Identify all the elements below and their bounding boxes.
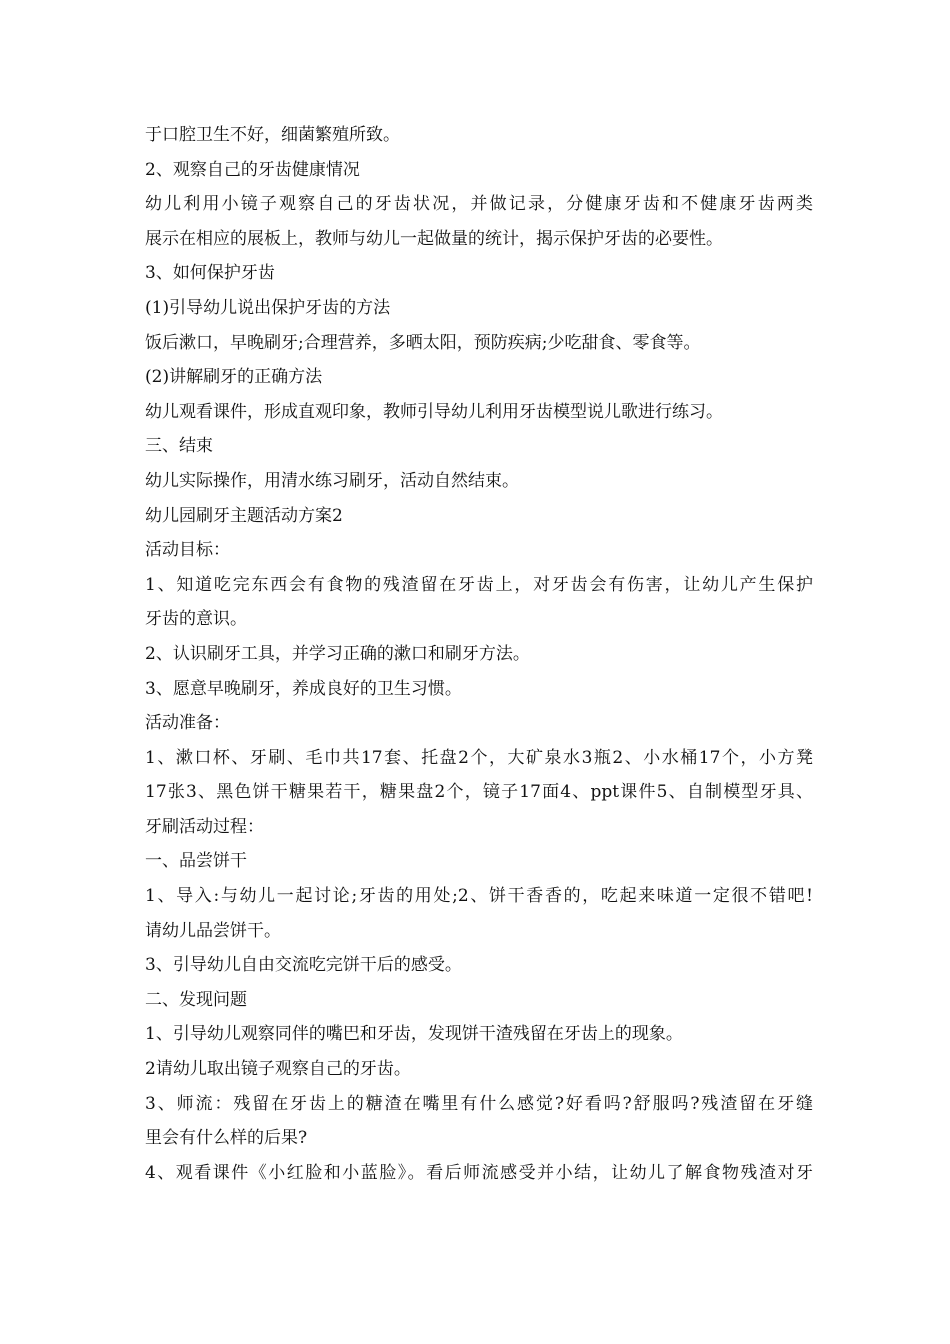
text-line: 3、愿意早晚刷牙，养成良好的卫生习惯。	[145, 678, 462, 699]
text-line: 17张3、黑色饼干糖果若干，糖果盘2个，镜子17面4、ppt课件5、自制模型牙具、	[145, 782, 813, 803]
section-heading: 活动准备：	[145, 713, 230, 734]
section-heading: 三、结束	[145, 436, 213, 457]
text-line: 2、认识刷牙工具，并学习正确的漱口和刷牙方法。	[145, 643, 530, 664]
text-line: 4、观看课件《小红脸和小蓝脸》。看后师流感受并小结，让幼儿了解食物残渣对牙	[145, 1162, 813, 1183]
text-line: 1、导入:与幼儿一起讨论;牙齿的用处;2、饼干香香的，吃起来味道一定很不错吧!	[145, 886, 813, 907]
document-title: 幼儿园刷牙主题活动方案2	[145, 505, 343, 526]
text-line: 1、漱口杯、牙刷、毛巾共17套、托盘2个，大矿泉水3瓶2、小水桶17个，小方凳	[145, 747, 813, 768]
section-heading: 一、品尝饼干	[145, 851, 247, 872]
text-line: 牙齿的意识。	[145, 609, 247, 630]
text-line: 3、引导幼儿自由交流吃完饼干后的感受。	[145, 955, 462, 976]
section-heading: 2、观察自己的牙齿健康情况	[145, 159, 360, 180]
text-line: 2请幼儿取出镜子观察自己的牙齿。	[145, 1059, 411, 1080]
text-line: 1、引导幼儿观察同伴的嘴巴和牙齿，发现饼干渣残留在牙齿上的现象。	[145, 1024, 683, 1045]
sub-heading: (1)引导幼儿说出保护牙齿的方法	[145, 297, 391, 318]
sub-heading: (2)讲解刷牙的正确方法	[145, 367, 323, 388]
document-body	[145, 118, 813, 1190]
text-line: 1、知道吃完东西会有食物的残渣留在牙齿上，对牙齿会有伤害，让幼儿产生保护	[145, 574, 813, 595]
text-line: 幼儿实际操作，用清水练习刷牙，活动自然结束。	[145, 470, 519, 491]
text-line: 饭后漱口，早晚刷牙;合理营养，多晒太阳，预防疾病;少吃甜食、零食等。	[145, 332, 701, 353]
text-line: 幼儿利用小镜子观察自己的牙齿状况，并做记录，分健康牙齿和不健康牙齿两类	[145, 194, 813, 215]
section-heading: 3、如何保护牙齿	[145, 263, 275, 284]
text-line: 幼儿观看课件，形成直观印象，教师引导幼儿利用牙齿模型说儿歌进行练习。	[145, 401, 723, 422]
text-line: 3、师流：残留在牙齿上的糖渣在嘴里有什么感觉?好看吗?舒服吗?残渣留在牙缝	[145, 1093, 813, 1114]
text-line: 展示在相应的展板上，教师与幼儿一起做量的统计，揭示保护牙齿的必要性。	[145, 228, 723, 249]
section-heading: 二、发现问题	[145, 989, 247, 1010]
text-line: 里会有什么样的后果?	[145, 1128, 308, 1149]
text-line: 牙刷活动过程：	[145, 816, 264, 837]
text-line: 请幼儿品尝饼干。	[145, 920, 281, 941]
section-heading: 活动目标：	[145, 540, 230, 561]
text-line: 于口腔卫生不好，细菌繁殖所致。	[145, 125, 400, 145]
